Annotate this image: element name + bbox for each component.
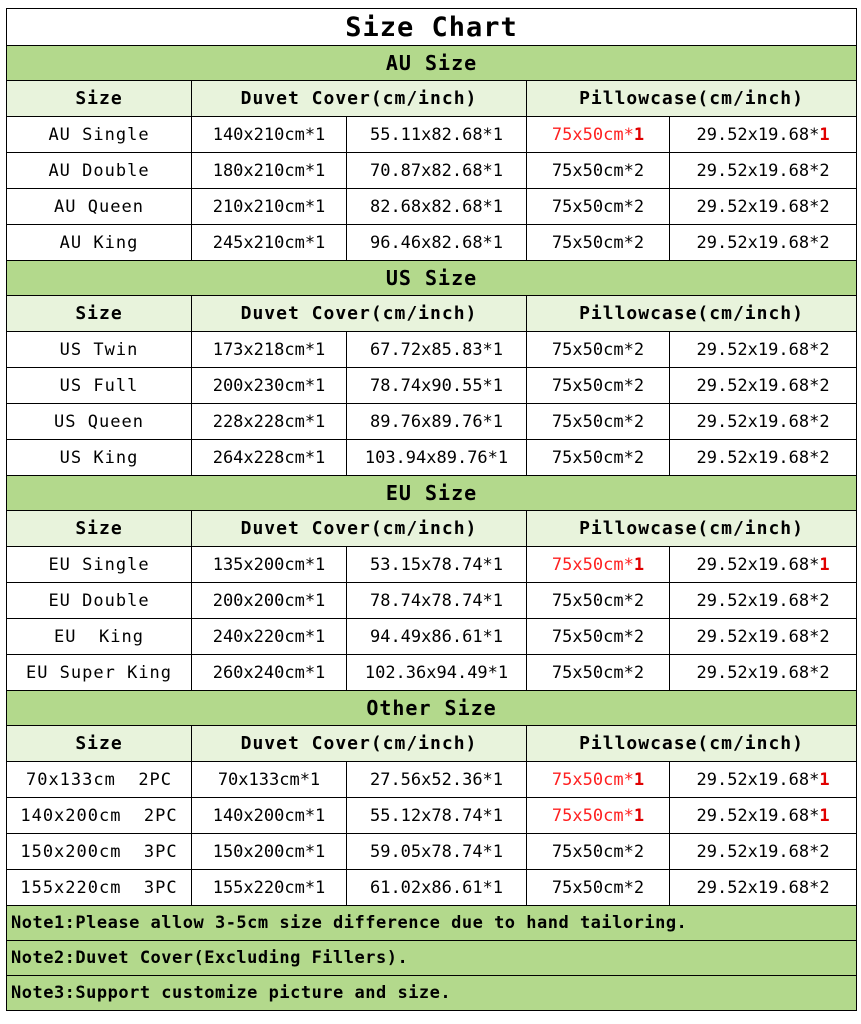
table-row [7, 440, 857, 476]
pillow-quantity: 2 [819, 841, 830, 862]
size-chart [6, 8, 856, 1011]
size-name-cell: US Queen [7, 404, 192, 440]
pillow-dimension: 75x50cm* [551, 375, 634, 396]
pillow-inch-cell [670, 189, 857, 225]
table-row [7, 798, 857, 834]
pillow-dimension: 29.52x19.68* [696, 411, 820, 432]
duvet-cm-cell: 240x220cm*1 [192, 619, 347, 655]
pillow-inch-cell [670, 440, 857, 476]
duvet-inch-cell: 67.72x85.83*1 [347, 332, 527, 368]
header-size: Size [7, 296, 192, 332]
header-row [7, 296, 857, 332]
table-row [7, 655, 857, 691]
duvet-cm-cell: 140x200cm*1 [192, 798, 347, 834]
pillow-quantity: 2 [819, 590, 830, 611]
pillow-quantity: 2 [633, 375, 645, 396]
size-chart-table [6, 8, 857, 1011]
size-name-cell: EU Super King [7, 655, 192, 691]
header-duvet-cover: Duvet Cover(cm/inch) [192, 726, 527, 762]
pillow-dimension: 29.52x19.68* [696, 769, 820, 790]
pillow-quantity: 2 [819, 160, 830, 181]
pillow-quantity: 2 [633, 232, 645, 253]
table-row [7, 189, 857, 225]
pillow-dimension: 29.52x19.68* [696, 196, 820, 217]
pillow-cm-cell [527, 619, 670, 655]
size-chart-body [7, 9, 857, 1011]
pillow-inch-cell [670, 655, 857, 691]
pillow-quantity: 1 [819, 124, 830, 145]
pillow-quantity: 2 [633, 662, 645, 683]
note-row [7, 906, 857, 941]
header-pillowcase: Pillowcase(cm/inch) [527, 296, 857, 332]
pillow-quantity: 2 [819, 375, 830, 396]
pillow-dimension: 29.52x19.68* [696, 877, 820, 898]
pillow-cm-cell [527, 583, 670, 619]
pillow-quantity: 2 [633, 626, 645, 647]
pillow-quantity: 2 [633, 590, 645, 611]
header-row [7, 726, 857, 762]
pillow-dimension: 75x50cm* [551, 447, 634, 468]
duvet-inch-cell: 102.36x94.49*1 [347, 655, 527, 691]
duvet-inch-cell: 89.76x89.76*1 [347, 404, 527, 440]
size-name-cell: EU King [7, 619, 192, 655]
size-name-cell: US Twin [7, 332, 192, 368]
pillow-quantity: 2 [819, 339, 830, 360]
size-name-cell: AU Single [7, 117, 192, 153]
pillow-quantity: 2 [633, 411, 645, 432]
duvet-inch-cell: 78.74x90.55*1 [347, 368, 527, 404]
pillow-dimension: 75x50cm* [551, 554, 634, 575]
pillow-cm-cell [527, 440, 670, 476]
pillow-quantity: 1 [819, 769, 830, 790]
pillow-inch-cell [670, 619, 857, 655]
pillow-inch-cell [670, 225, 857, 261]
header-duvet-cover: Duvet Cover(cm/inch) [192, 296, 527, 332]
duvet-inch-cell: 96.46x82.68*1 [347, 225, 527, 261]
pillow-inch-cell [670, 547, 857, 583]
duvet-inch-cell: 82.68x82.68*1 [347, 189, 527, 225]
header-pillowcase: Pillowcase(cm/inch) [527, 511, 857, 547]
pillow-inch-cell [670, 762, 857, 798]
table-row [7, 762, 857, 798]
pillow-inch-cell [670, 153, 857, 189]
pillow-quantity: 1 [633, 554, 645, 575]
pillow-dimension: 29.52x19.68* [696, 232, 820, 253]
duvet-cm-cell: 150x200cm*1 [192, 834, 347, 870]
table-row [7, 404, 857, 440]
pillow-quantity: 2 [633, 447, 645, 468]
pillow-cm-cell [527, 798, 670, 834]
pillow-dimension: 29.52x19.68* [696, 662, 820, 683]
pillow-quantity: 2 [819, 447, 830, 468]
header-pillowcase: Pillowcase(cm/inch) [527, 726, 857, 762]
pillow-quantity: 2 [819, 877, 830, 898]
pillow-dimension: 29.52x19.68* [696, 124, 820, 145]
header-size: Size [7, 511, 192, 547]
pillow-quantity: 2 [819, 626, 830, 647]
size-name-cell: 140x200cm 2PC [7, 798, 192, 834]
duvet-cm-cell: 180x210cm*1 [192, 153, 347, 189]
pillow-cm-cell [527, 655, 670, 691]
pillow-cm-cell [527, 404, 670, 440]
pillow-quantity: 2 [633, 196, 645, 217]
size-name-cell: EU Double [7, 583, 192, 619]
duvet-inch-cell: 59.05x78.74*1 [347, 834, 527, 870]
duvet-inch-cell: 103.94x89.76*1 [347, 440, 527, 476]
pillow-dimension: 29.52x19.68* [696, 339, 820, 360]
pillow-dimension: 29.52x19.68* [696, 447, 820, 468]
duvet-inch-cell: 55.12x78.74*1 [347, 798, 527, 834]
pillow-quantity: 2 [633, 160, 645, 181]
header-pillowcase: Pillowcase(cm/inch) [527, 81, 857, 117]
duvet-cm-cell: 70x133cm*1 [192, 762, 347, 798]
pillow-inch-cell [670, 332, 857, 368]
pillow-cm-cell [527, 762, 670, 798]
pillow-dimension: 29.52x19.68* [696, 160, 820, 181]
size-name-cell: 155x220cm 3PC [7, 870, 192, 906]
pillow-cm-cell [527, 153, 670, 189]
size-name-cell: EU Single [7, 547, 192, 583]
note-row [7, 941, 857, 976]
note-text: Note3:Support customize picture and size. [7, 976, 857, 1011]
pillow-quantity: 2 [819, 196, 830, 217]
size-name-cell: AU Queen [7, 189, 192, 225]
pillow-inch-cell [670, 368, 857, 404]
pillow-dimension: 29.52x19.68* [696, 626, 820, 647]
section-title: US Size [7, 261, 857, 296]
table-row [7, 547, 857, 583]
section-title: AU Size [7, 46, 857, 81]
header-duvet-cover: Duvet Cover(cm/inch) [192, 511, 527, 547]
table-row [7, 153, 857, 189]
pillow-quantity: 2 [819, 411, 830, 432]
pillow-dimension: 75x50cm* [551, 590, 634, 611]
header-size: Size [7, 726, 192, 762]
pillow-inch-cell [670, 870, 857, 906]
pillow-cm-cell [527, 368, 670, 404]
pillow-quantity: 2 [633, 841, 645, 862]
title-row [7, 9, 857, 46]
duvet-inch-cell: 78.74x78.74*1 [347, 583, 527, 619]
pillow-dimension: 75x50cm* [551, 124, 634, 145]
pillow-quantity: 2 [819, 662, 830, 683]
pillow-dimension: 29.52x19.68* [696, 375, 820, 396]
pillow-quantity: 1 [633, 805, 645, 826]
section-row [7, 691, 857, 726]
duvet-cm-cell: 260x240cm*1 [192, 655, 347, 691]
duvet-cm-cell: 210x210cm*1 [192, 189, 347, 225]
size-name-cell: US Full [7, 368, 192, 404]
pillow-inch-cell [670, 834, 857, 870]
table-row [7, 834, 857, 870]
pillow-inch-cell [670, 798, 857, 834]
duvet-cm-cell: 264x228cm*1 [192, 440, 347, 476]
pillow-cm-cell [527, 189, 670, 225]
pillow-dimension: 75x50cm* [551, 841, 634, 862]
pillow-quantity: 2 [819, 232, 830, 253]
size-name-cell: AU Double [7, 153, 192, 189]
pillow-dimension: 75x50cm* [551, 339, 634, 360]
pillow-inch-cell [670, 404, 857, 440]
chart-title: Size Chart [7, 9, 857, 46]
pillow-dimension: 75x50cm* [551, 196, 634, 217]
pillow-dimension: 75x50cm* [551, 769, 634, 790]
duvet-inch-cell: 70.87x82.68*1 [347, 153, 527, 189]
pillow-inch-cell [670, 117, 857, 153]
size-name-cell: 150x200cm 3PC [7, 834, 192, 870]
table-row [7, 583, 857, 619]
duvet-cm-cell: 245x210cm*1 [192, 225, 347, 261]
pillow-inch-cell [670, 583, 857, 619]
pillow-dimension: 75x50cm* [551, 411, 634, 432]
header-size: Size [7, 81, 192, 117]
section-title: EU Size [7, 476, 857, 511]
pillow-quantity: 2 [633, 339, 645, 360]
header-row [7, 81, 857, 117]
section-row [7, 261, 857, 296]
pillow-dimension: 75x50cm* [551, 662, 634, 683]
pillow-quantity: 1 [819, 805, 830, 826]
pillow-quantity: 1 [633, 124, 645, 145]
pillow-quantity: 1 [633, 769, 645, 790]
header-duvet-cover: Duvet Cover(cm/inch) [192, 81, 527, 117]
pillow-cm-cell [527, 332, 670, 368]
note-text: Note2:Duvet Cover(Excluding Fillers). [7, 941, 857, 976]
size-name-cell: 70x133cm 2PC [7, 762, 192, 798]
pillow-cm-cell [527, 547, 670, 583]
pillow-quantity: 1 [819, 554, 830, 575]
table-row [7, 332, 857, 368]
duvet-inch-cell: 27.56x52.36*1 [347, 762, 527, 798]
table-row [7, 225, 857, 261]
table-row [7, 117, 857, 153]
duvet-cm-cell: 228x228cm*1 [192, 404, 347, 440]
section-row [7, 476, 857, 511]
duvet-cm-cell: 200x200cm*1 [192, 583, 347, 619]
pillow-quantity: 2 [633, 877, 645, 898]
pillow-dimension: 75x50cm* [551, 805, 634, 826]
duvet-inch-cell: 61.02x86.61*1 [347, 870, 527, 906]
section-title: Other Size [7, 691, 857, 726]
duvet-inch-cell: 94.49x86.61*1 [347, 619, 527, 655]
duvet-cm-cell: 140x210cm*1 [192, 117, 347, 153]
pillow-cm-cell [527, 117, 670, 153]
pillow-cm-cell [527, 225, 670, 261]
duvet-inch-cell: 53.15x78.74*1 [347, 547, 527, 583]
header-row [7, 511, 857, 547]
pillow-dimension: 75x50cm* [551, 877, 634, 898]
duvet-cm-cell: 135x200cm*1 [192, 547, 347, 583]
duvet-cm-cell: 173x218cm*1 [192, 332, 347, 368]
table-row [7, 870, 857, 906]
duvet-cm-cell: 155x220cm*1 [192, 870, 347, 906]
pillow-dimension: 29.52x19.68* [696, 554, 820, 575]
pillow-dimension: 29.52x19.68* [696, 841, 820, 862]
table-row [7, 619, 857, 655]
pillow-dimension: 29.52x19.68* [696, 590, 820, 611]
section-row [7, 46, 857, 81]
pillow-dimension: 75x50cm* [551, 160, 634, 181]
table-row [7, 368, 857, 404]
pillow-cm-cell [527, 870, 670, 906]
duvet-cm-cell: 200x230cm*1 [192, 368, 347, 404]
note-row [7, 976, 857, 1011]
pillow-cm-cell [527, 834, 670, 870]
pillow-dimension: 75x50cm* [551, 626, 634, 647]
note-text: Note1:Please allow 3-5cm size difference due to hand tailoring. [7, 906, 857, 941]
size-name-cell: AU King [7, 225, 192, 261]
duvet-inch-cell: 55.11x82.68*1 [347, 117, 527, 153]
pillow-dimension: 75x50cm* [551, 232, 634, 253]
pillow-dimension: 29.52x19.68* [696, 805, 820, 826]
size-name-cell: US King [7, 440, 192, 476]
